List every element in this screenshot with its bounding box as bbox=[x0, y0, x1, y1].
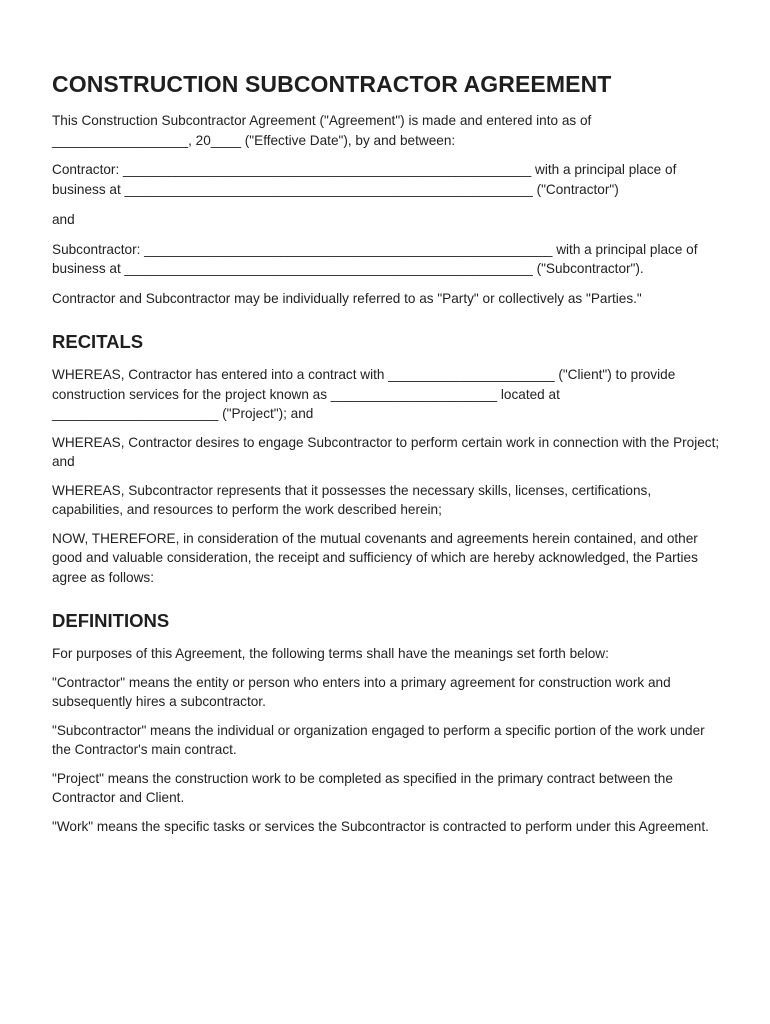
definition-paragraph: "Contractor" means the entity or person who enters into a primary agreement for construction work and subsequently hires a subcontractor. bbox=[52, 674, 671, 709]
definition-paragraph: "Work" means the specific tasks or services the Subcontractor is contracted to perform under this Agreement. bbox=[52, 818, 709, 834]
recital-paragraph: WHEREAS, Contractor has entered into a contract with ______________________ ("Client") to provide construction services for the project known as ______________________ located at ______________________ ("Project"); and bbox=[52, 367, 676, 421]
recitals-section bbox=[52, 331, 720, 587]
recital-paragraph: WHEREAS, Subcontractor represents that it possesses the necessary skills, licenses, certifications, capabilities, and resources to perform the work described herein; bbox=[52, 482, 652, 517]
definition-paragraph: "Subcontractor" means the individual or organization engaged to perform a specific portion of the work under the Contractor's main contract. bbox=[52, 722, 705, 757]
parties-paragraph: Contractor and Subcontractor may be individually referred to as "Party" or collectively as "Parties." bbox=[52, 290, 642, 306]
intro-paragraph: This Construction Subcontractor Agreement ("Agreement") is made and entered into as of __________________, 20____ ("Effective Date"), by and between: bbox=[52, 113, 592, 148]
definitions-section bbox=[52, 610, 720, 836]
definitions-heading: DEFINITIONS bbox=[52, 610, 170, 631]
document-title: CONSTRUCTION SUBCONTRACTOR AGREEMENT bbox=[52, 71, 612, 97]
recital-paragraph: WHEREAS, Contractor desires to engage Subcontractor to perform certain work in connection with the Project; and bbox=[52, 434, 720, 469]
definitions-intro: For purposes of this Agreement, the following terms shall have the meanings set forth below: bbox=[52, 646, 609, 661]
subcontractor-paragraph: Subcontractor: ______________________________________________________ with a principal place of business at ______________________________________________________ ("Subcontractor"). bbox=[52, 241, 698, 276]
recitals-heading: RECITALS bbox=[52, 331, 144, 352]
contractor-paragraph: Contractor: ______________________________________________________ with a principal place of business at ______________________________________________________ ("Contractor") bbox=[52, 162, 677, 197]
definition-paragraph: "Project" means the construction work to be completed as specified in the primary contract between the Contractor and Client. bbox=[52, 770, 673, 805]
recital-paragraph: NOW, THEREFORE, in consideration of the mutual covenants and agreements herein contained, and other good and valuable consideration, the receipt and sufficiency of which are hereby acknowledged, the Parties agree as follows: bbox=[52, 530, 698, 585]
and-text: and bbox=[52, 212, 75, 227]
